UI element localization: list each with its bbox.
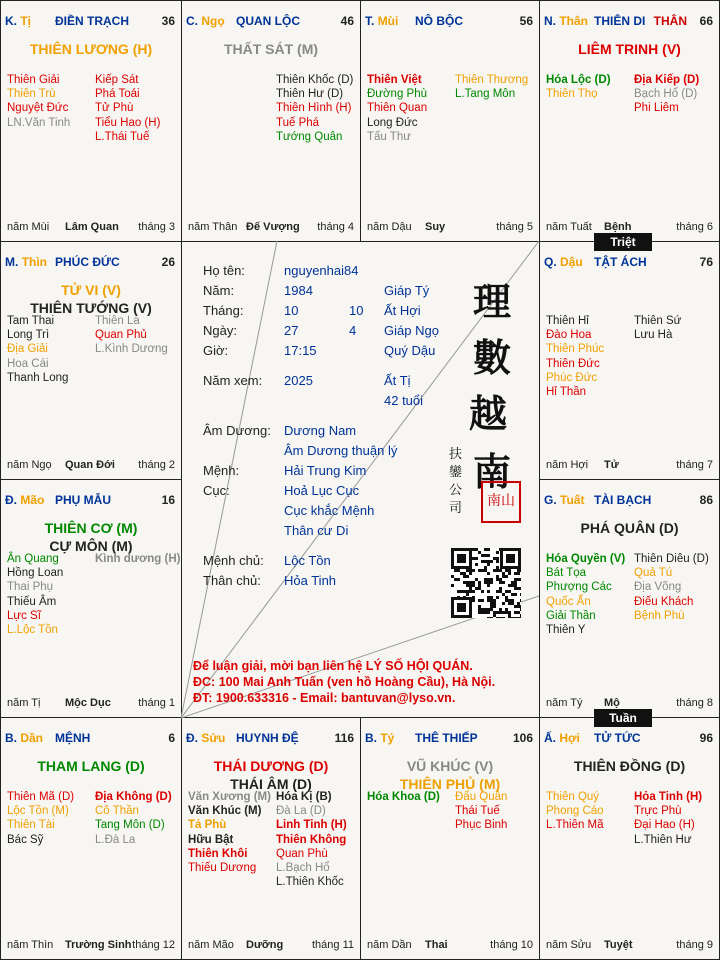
minor-star: LN.Văn Tinh — [7, 116, 71, 129]
major-star: PHÁ QUÂN (D) — [580, 520, 679, 536]
ngay-label: Ngày: — [203, 323, 237, 338]
month-label: tháng 7 — [676, 459, 713, 471]
minor-star: Lộc Tồn (M) — [7, 805, 69, 818]
tuoi-value: 42 tuổi — [384, 393, 424, 408]
luu-nien-year: năm Ngọ — [7, 459, 52, 471]
am-duong-note: Âm Dương thuận lý — [284, 443, 398, 458]
minor-star: Long Trì — [7, 329, 50, 342]
minor-stars-right — [455, 73, 528, 101]
minor-star: Thiên Giải — [7, 74, 60, 86]
branch-label: Q. Dậu — [544, 255, 583, 269]
cuc-label: Cục: — [203, 483, 230, 498]
minor-stars-left — [367, 790, 440, 804]
minor-star: Phá Toái — [95, 88, 140, 101]
palace-name: TẬT ÁCH — [594, 255, 647, 269]
dai-han-number: 66 — [699, 14, 713, 28]
minor-star: Tam Thai — [7, 315, 55, 327]
truong-sinh-phase: Tuyệt — [604, 939, 633, 951]
palace-cell-mui — [360, 0, 540, 242]
calligraphy-char-2: 數 — [473, 335, 512, 380]
am-duong-label: Âm Dương: — [203, 423, 271, 438]
minor-star: Thiên Tài — [7, 819, 55, 832]
qr-code-icon[interactable] — [451, 548, 521, 618]
palace-cell-ti — [0, 0, 182, 242]
luu-nien-year: năm Dần — [367, 939, 412, 951]
thang-value: 10 — [284, 303, 299, 318]
triet-tag: Triệt — [594, 233, 652, 251]
minor-star: Văn Xương (M) — [188, 791, 271, 803]
minor-star: Bệnh Phù — [634, 609, 685, 622]
minor-stars-right — [634, 73, 699, 116]
branch-label: Đ. Sửu — [186, 731, 226, 745]
minor-star: Thiên Sứ — [634, 315, 682, 327]
nam-can-chi: Giáp Tý — [384, 283, 430, 298]
minor-star: Hoa Cái — [7, 357, 49, 370]
ho-ten-value: nguyenhai84 — [284, 263, 359, 278]
minor-stars-right — [95, 314, 168, 357]
minor-star: L.Bạch Hổ — [276, 862, 330, 875]
minor-stars-left — [7, 790, 74, 847]
dai-han-number: 116 — [334, 731, 354, 745]
minor-stars-left — [546, 552, 625, 637]
minor-star: Địa Không (D) — [95, 791, 172, 803]
major-star: CỰ MÔN (M) — [49, 538, 133, 554]
minor-star: Hóa Kị (B) — [276, 791, 332, 803]
branch-label: Đ. Mão — [5, 493, 45, 507]
palace-name: PHỤ MẪU — [55, 493, 111, 507]
month-label: tháng 6 — [676, 221, 713, 233]
minor-star: L.Lộc Tồn — [7, 624, 58, 637]
red-seal-stamp: 南山 — [481, 481, 521, 523]
minor-stars-right — [95, 790, 172, 847]
minor-stars-left — [546, 73, 611, 101]
dai-han-number: 96 — [699, 731, 713, 745]
palace-cell-tuat — [539, 479, 720, 718]
palace-cell-thin — [0, 241, 182, 480]
major-star: THIÊN LƯƠNG (H) — [29, 41, 153, 57]
major-star: THIÊN CƠ (M) — [44, 520, 138, 536]
minor-star: Bạch Hổ (D) — [634, 88, 698, 101]
dai-han-number: 56 — [519, 14, 533, 28]
minor-stars-right — [95, 73, 160, 144]
luu-nien-year: năm Mão — [188, 939, 234, 951]
minor-star: Linh Tinh (H) — [276, 819, 347, 832]
month-label: tháng 10 — [490, 939, 533, 951]
thang-label: Tháng: — [203, 303, 244, 318]
minor-star: Thiên Diêu (D) — [634, 553, 709, 565]
company-seal-text: 扶 鑾 公 司 — [449, 447, 463, 516]
palace-cell-hoi — [539, 717, 720, 960]
minor-star: Tang Môn (D) — [95, 819, 165, 832]
minor-star: Văn Khúc (M) — [188, 805, 262, 818]
minor-star: Long Đức — [367, 116, 418, 129]
minor-star: Thiên Thọ — [546, 88, 598, 101]
branch-label: B. Tý — [365, 731, 395, 745]
major-star: THAM LANG (D) — [37, 758, 145, 774]
branch-label: K. Tị — [5, 14, 32, 28]
minor-star: Quan Phù — [276, 847, 328, 860]
minor-stars-left — [188, 790, 271, 875]
minor-star: Thiên Hình (H) — [276, 102, 352, 115]
am-duong-value: Dương Nam — [284, 423, 357, 438]
minor-stars-right — [634, 314, 681, 342]
minor-stars-right — [455, 790, 507, 833]
minor-star: Tử Phù — [95, 102, 134, 115]
minor-star: Tả Phù — [188, 819, 227, 832]
luu-nien-year: năm Tị — [7, 697, 41, 709]
major-star: THIÊN ĐỒNG (D) — [573, 758, 686, 774]
truong-sinh-phase: Lâm Quan — [65, 221, 119, 233]
minor-star: Hồng Loan — [7, 567, 64, 580]
minor-stars-right — [276, 73, 353, 144]
minor-star: Lực Sĩ — [7, 609, 41, 622]
minor-star: L.Kình Dương — [95, 343, 168, 356]
minor-star: Thiên Thương — [455, 74, 529, 86]
minor-star: L.Tang Môn — [455, 88, 516, 101]
palace-name: QUAN LỘC — [236, 14, 300, 28]
truong-sinh-phase: Mộ — [604, 697, 620, 709]
calligraphy-char-1: 理 — [473, 279, 512, 324]
truong-sinh-phase: Tử — [604, 459, 619, 471]
minor-star: Thiên Khốc (D) — [276, 74, 354, 86]
dai-han-number: 46 — [340, 14, 354, 28]
branch-label: N. Thân — [544, 14, 589, 28]
palace-cell-mao — [0, 479, 182, 718]
minor-star: Thiên Đức — [546, 357, 600, 370]
minor-stars-left — [546, 790, 604, 833]
minor-stars-left — [7, 314, 68, 385]
minor-star: Đẩu Quân — [455, 791, 508, 803]
dai-han-number: 6 — [168, 731, 175, 745]
than-marker: THÂN — [653, 14, 687, 28]
truong-sinh-phase: Đế Vượng — [246, 221, 300, 233]
than-chu-value: Hỏa Tinh — [284, 573, 337, 588]
minor-star: Thiên Quý — [546, 791, 600, 803]
palace-cell-suu — [181, 717, 361, 960]
palace-name: PHÚC ĐỨC — [55, 255, 120, 269]
month-label: tháng 5 — [496, 221, 533, 233]
palace-cell-than — [539, 0, 720, 242]
contact-line-1: Để luận giải, mời bạn liên hệ LÝ SỐ HỘI QUÁN. — [193, 659, 473, 673]
branch-label: G. Tuất — [544, 493, 585, 507]
minor-star: Thiên Quan — [367, 102, 428, 115]
branch-label: C. Ngọ — [186, 14, 225, 28]
gio-can-chi: Quý Dậu — [384, 343, 436, 358]
minor-star: Thiên Khôi — [188, 847, 248, 860]
minor-star: Thiên Không — [276, 833, 347, 846]
tuan-tag: Tuần — [594, 709, 652, 727]
menh-chu-label: Mệnh chủ: — [203, 553, 264, 568]
truong-sinh-phase: Thai — [425, 939, 448, 951]
truong-sinh-phase: Bệnh — [604, 221, 632, 233]
nam-xem-can-chi: Ất Tị — [384, 373, 411, 388]
thang-can-chi: Ất Hợi — [384, 303, 421, 318]
minor-star: Thiếu Âm — [7, 595, 57, 608]
minor-star: Bác Sỹ — [7, 833, 44, 846]
dai-han-number: 76 — [699, 255, 713, 269]
menh-label: Mệnh: — [203, 463, 240, 478]
minor-star: Địa Võng — [634, 581, 682, 594]
branch-label: B. Dần — [5, 731, 44, 745]
minor-stars-left — [367, 73, 427, 144]
minor-star: Thiên La — [95, 315, 140, 327]
minor-star: Hóa Lộc (D) — [546, 74, 611, 86]
minor-star: Tấu Thư — [367, 130, 411, 143]
minor-star: Quả Tú — [634, 567, 673, 580]
center-info-panel — [181, 241, 539, 718]
calligraphy-char-3: 越 — [469, 391, 508, 436]
minor-star: Thai Phụ — [7, 581, 54, 594]
minor-star: Phi Liêm — [634, 102, 679, 115]
calligraphy-char-4: 南 — [473, 449, 512, 494]
minor-star: Cô Thần — [95, 805, 139, 818]
minor-star: Thiên Phúc — [546, 343, 605, 356]
minor-star: Hữu Bật — [188, 833, 234, 846]
branch-label: Ấ. Hợi — [544, 731, 580, 745]
month-label: tháng 1 — [138, 697, 175, 709]
minor-star: Giải Thần — [546, 609, 596, 622]
major-star: THÁI ÂM (D) — [230, 776, 312, 792]
luu-nien-year: năm Hợi — [546, 459, 589, 471]
minor-star: Địa Giải — [7, 343, 48, 356]
truong-sinh-phase: Quan Đới — [65, 459, 115, 471]
minor-star: Phúc Đức — [546, 371, 598, 384]
palace-name: MỆNH — [55, 731, 91, 745]
minor-star: Điếu Khách — [634, 595, 694, 608]
minor-star: Thiên Y — [546, 624, 586, 637]
dai-han-number: 26 — [161, 255, 175, 269]
palace-name: NÔ BỘC — [415, 14, 463, 28]
truong-sinh-phase: Trường Sinh — [65, 939, 132, 951]
minor-star: Kình dương (H) — [95, 553, 181, 565]
branch-label: T. Mùi — [365, 14, 399, 28]
minor-stars-left — [7, 552, 63, 637]
minor-star: Lưu Hà — [634, 329, 673, 342]
minor-star: L.Thiên Mã — [546, 819, 604, 832]
minor-star: L.Đà La — [95, 833, 136, 846]
minor-stars-right — [276, 790, 347, 889]
luu-nien-year: năm Thìn — [7, 939, 54, 951]
minor-star: Phong Cáo — [546, 805, 604, 818]
ngay-can-chi: Giáp Ngọ — [384, 323, 439, 338]
major-star: LIÊM TRINH (V) — [578, 41, 681, 57]
luu-nien-year: năm Sửu — [546, 939, 592, 951]
minor-stars-right — [634, 790, 702, 847]
minor-stars-left — [546, 314, 604, 399]
minor-star: Nguyệt Đức — [7, 102, 69, 115]
cuc-note: Cục khắc Mệnh — [284, 503, 375, 518]
major-star: THIÊN TƯỚNG (V) — [30, 300, 152, 316]
contact-line-2: ĐC: 100 Mai Anh Tuấn (ven hồ Hoàng Cầu), Hà Nội. — [193, 675, 496, 689]
than-cu-note: Thân cư Di — [284, 523, 349, 538]
palace-name: TỬ TỨC — [594, 731, 641, 745]
palace-cell-ty — [360, 717, 540, 960]
minor-star: Hóa Khoa (D) — [367, 791, 440, 803]
minor-star: Thanh Long — [7, 371, 69, 384]
month-label: tháng 12 — [132, 939, 175, 951]
minor-star: Địa Kiếp (D) — [634, 74, 700, 86]
minor-star: L.Thái Tuế — [95, 130, 150, 143]
month-label: tháng 2 — [138, 459, 175, 471]
minor-star: Đại Hao (H) — [634, 819, 695, 832]
minor-star: Tướng Quân — [276, 130, 343, 143]
minor-star: Tiểu Hao (H) — [95, 116, 161, 129]
ho-ten-label: Họ tên: — [203, 263, 245, 278]
luu-nien-year: năm Dậu — [367, 221, 412, 233]
month-label: tháng 3 — [138, 221, 175, 233]
minor-star: L.Thiên Hư — [634, 833, 692, 846]
minor-star: L.Thiên Khốc — [276, 876, 344, 889]
minor-star: Đà La (D) — [276, 805, 326, 818]
palace-name: THIÊN DI — [594, 14, 646, 28]
nam-xem-label: Năm xem: — [203, 373, 263, 388]
truong-sinh-phase: Mộc Dục — [65, 697, 111, 709]
dai-han-number: 86 — [699, 493, 713, 507]
minor-star: Bát Tọa — [546, 567, 587, 580]
thang-am-lich: 10 — [349, 303, 364, 318]
ngay-value: 27 — [284, 323, 299, 338]
palace-name: ĐIỀN TRẠCH — [55, 14, 129, 28]
menh-chu-value: Lộc Tồn — [284, 553, 331, 568]
dai-han-number: 106 — [512, 731, 533, 745]
gio-value: 17:15 — [284, 343, 317, 358]
minor-star: Thiên Trù — [7, 88, 56, 101]
minor-star: Hỉ Thần — [546, 386, 587, 399]
major-star: THIÊN PHỦ (M) — [399, 776, 501, 792]
major-star: TỬ VI (V) — [61, 282, 121, 298]
month-label: tháng 9 — [676, 939, 713, 951]
major-star: THÁI DƯƠNG (D) — [213, 758, 329, 774]
nam-xem-value: 2025 — [284, 373, 313, 388]
minor-stars-right — [634, 552, 709, 623]
minor-star: Đường Phù — [367, 88, 427, 101]
palace-name: THÊ THIẾP — [415, 731, 478, 745]
minor-star: Ân Quang — [7, 553, 59, 565]
minor-star: Thiên Hỉ — [546, 315, 589, 327]
minor-star: Thiên Hư (D) — [276, 88, 344, 101]
minor-star: Hỏa Tinh (H) — [634, 791, 703, 803]
month-label: tháng 4 — [317, 221, 354, 233]
minor-star: Thiên Mã (D) — [7, 791, 75, 803]
minor-star: Kiếp Sát — [95, 74, 139, 86]
major-star: VŨ KHÚC (V) — [406, 758, 494, 774]
minor-stars-left — [7, 73, 70, 130]
truong-sinh-phase: Suy — [425, 221, 446, 233]
contact-line-3: ĐT: 1900.633316 - Email: bantuvan@lyso.vn. — [193, 691, 456, 705]
minor-star: Quốc Ấn — [546, 595, 591, 608]
truong-sinh-phase: Dưỡng — [246, 939, 284, 951]
month-label: tháng 11 — [311, 939, 354, 951]
major-star: THẤT SÁT (M) — [223, 41, 319, 57]
month-label: tháng 8 — [676, 697, 713, 709]
gio-label: Giờ: — [203, 343, 229, 358]
than-chu-label: Thân chủ: — [203, 573, 261, 588]
ngay-am-lich: 4 — [349, 323, 357, 338]
palace-cell-ngo — [181, 0, 361, 242]
minor-star: Tuế Phá — [276, 116, 320, 129]
minor-star: Hóa Quyền (V) — [546, 553, 626, 565]
palace-cell-dau — [539, 241, 720, 480]
palace-name: HUYNH ĐỆ — [236, 731, 299, 745]
branch-label: M. Thìn — [5, 255, 48, 269]
minor-star: Thiếu Dương — [188, 862, 257, 875]
nam-value: 1984 — [284, 283, 313, 298]
minor-star: Quan Phủ — [95, 329, 147, 342]
menh-value: Hải Trung Kim — [284, 463, 367, 478]
minor-stars-right — [95, 552, 180, 566]
dai-han-number: 36 — [161, 14, 175, 28]
cuc-value: Hoả Lục Cục — [284, 483, 360, 498]
luu-nien-year: năm Tý — [546, 697, 583, 709]
palace-name: TÀI BẠCH — [594, 493, 652, 507]
minor-star: Phục Binh — [455, 819, 508, 832]
minor-star: Phượng Các — [546, 581, 612, 594]
palace-cell-dan — [0, 717, 182, 960]
luu-nien-year: năm Tuất — [546, 221, 592, 233]
luu-nien-year: năm Thân — [188, 221, 238, 233]
minor-star: Đào Hoa — [546, 329, 592, 342]
minor-star: Trực Phù — [634, 805, 682, 818]
dai-han-number: 16 — [161, 493, 175, 507]
minor-star: Thái Tuế — [455, 805, 500, 818]
minor-star: Thiên Việt — [367, 74, 422, 86]
luu-nien-year: năm Mùi — [7, 221, 50, 233]
nam-label: Năm: — [203, 283, 235, 298]
